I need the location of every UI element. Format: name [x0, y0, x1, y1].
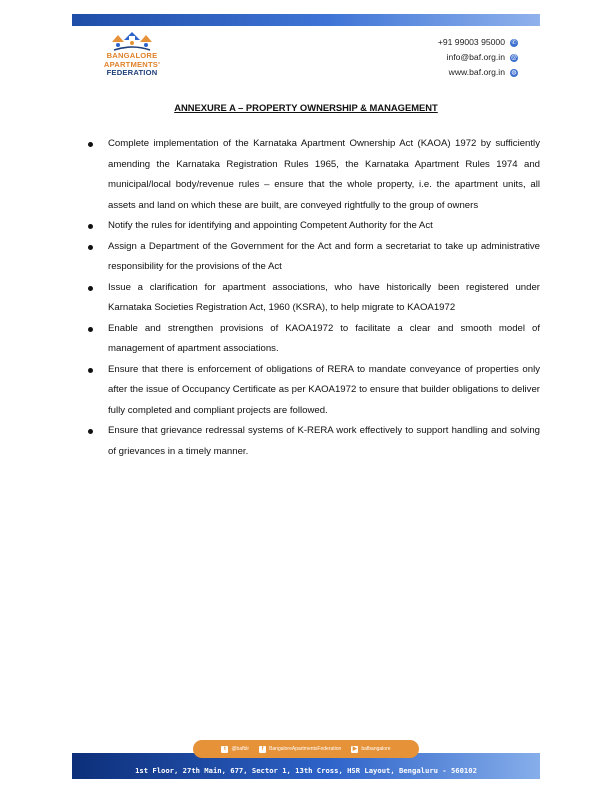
list-item	[88, 237, 540, 278]
bullet-icon	[88, 142, 93, 147]
list-item	[88, 216, 540, 237]
bullet-icon	[88, 368, 93, 373]
youtube-handle: bafbangalore	[361, 746, 391, 752]
list-item-text: Notify the rules for identifying and appointing Competent Authority for the Act	[108, 220, 433, 231]
houses-logo-icon	[108, 30, 156, 52]
bullet-icon	[88, 286, 93, 291]
document-title: ANNEXURE A – PROPERTY OWNERSHIP & MANAGEMENT	[174, 102, 438, 113]
bullet-icon	[88, 245, 93, 250]
logo-text-line3: FEDERATION	[106, 68, 158, 78]
list-item-text: Enable and strengthen provisions of KAOA1972 to facilitate a clear and smooth model of management of apartment associations.	[108, 322, 540, 354]
bullet-icon	[88, 429, 93, 434]
list-item-text: Complete implementation of the Karnataka Apartment Ownership Act (KAOA) 1972 by sufficiently amending the Karnataka Registration Rules 1965, the Karnataka Apartment Rules 1974 and municipal/local body/revenue rules – ensure that the whole property, i.e. the apartment units, all assets and land on which these are built, are conveyed rightfully to the group of owners	[108, 138, 540, 211]
twitter-link[interactable]	[221, 746, 249, 753]
contact-phone-row	[438, 35, 518, 50]
list-item	[88, 319, 540, 360]
logo-text-line2: APARTMENTS'	[103, 59, 161, 69]
social-links-bar	[193, 740, 419, 758]
youtube-icon: ▶	[352, 745, 357, 752]
email-icon: @	[510, 54, 518, 61]
header-band	[72, 14, 540, 26]
contact-email-row	[438, 50, 518, 65]
facebook-handle: BangaloreApartmentsFederation	[269, 746, 342, 752]
list-item	[88, 421, 540, 462]
list-item	[88, 278, 540, 319]
list-item-text: Ensure that grievance redressal systems of K-RERA work effectively to support handling and solving of grievances in a timely manner.	[108, 425, 540, 457]
recommendation-list	[88, 134, 540, 462]
bullet-icon	[88, 327, 93, 332]
footer-address: 1st Floor, 27th Main, 677, Sector 1, 13th Cross, HSR Layout, Bengaluru - 560102	[135, 766, 477, 775]
contact-email[interactable]: info@baf.org.in	[446, 52, 505, 62]
list-item	[88, 134, 540, 216]
list-item	[88, 360, 540, 422]
list-item-text: Assign a Department of the Government for the Act and form a secretariat to take up administrative responsibility for the provisions of the Act	[108, 240, 540, 272]
phone-icon: ✆	[511, 39, 517, 46]
contact-phone: +91 99003 95000	[437, 37, 505, 47]
contact-block	[438, 35, 518, 80]
baf-logo	[96, 30, 168, 94]
contact-website-row	[438, 65, 518, 80]
youtube-link[interactable]	[351, 746, 390, 753]
globe-icon: ◍	[511, 69, 517, 76]
twitter-handle: @bafblr	[231, 746, 250, 752]
logo-text-line1: BANGALORE	[106, 51, 158, 60]
contact-website[interactable]: www.baf.org.in	[448, 67, 505, 77]
twitter-icon: t	[221, 746, 228, 753]
list-item-text: Ensure that there is enforcement of obligations of RERA to mandate conveyance of properties only after the issue of Occupancy Certificate as per KAOA1972 to ensure that builder obligations to deliver fully completed and compliant projects are followed.	[108, 363, 540, 416]
facebook-link[interactable]	[259, 746, 341, 753]
bullet-icon	[88, 224, 93, 229]
facebook-icon: f	[259, 746, 266, 753]
list-item-text: Issue a clarification for apartment associations, who have historically been registered under Karnataka Societies Registration Act, 1960 (KSRA), to help migrate to KAOA1972	[108, 281, 540, 313]
